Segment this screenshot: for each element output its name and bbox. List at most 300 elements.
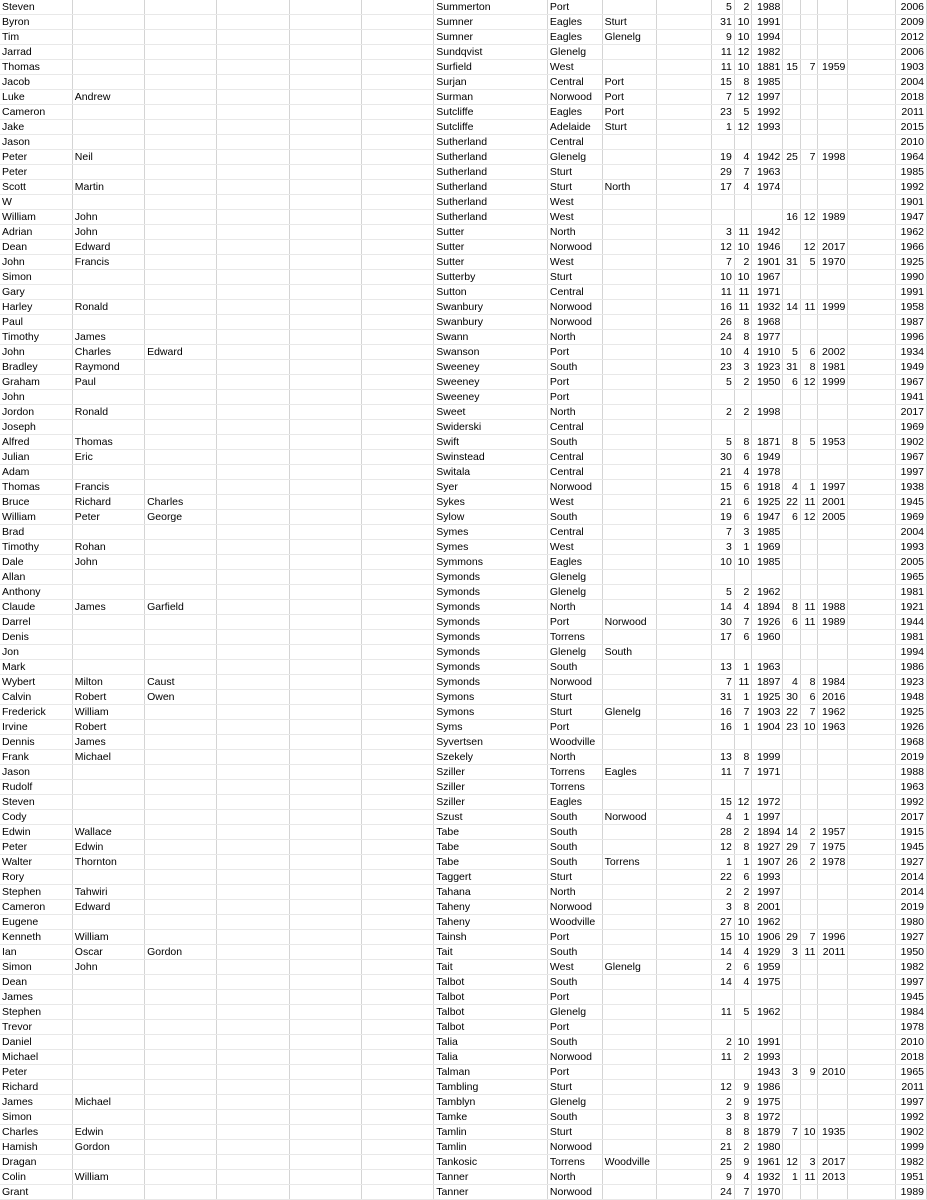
cell-birth-month[interactable] [734,645,752,660]
cell-birth-day[interactable] [712,210,735,225]
cell-birth-year[interactable]: 1907 [752,855,783,870]
cell-debut-year[interactable]: 1964 [895,150,926,165]
cell-club-1[interactable]: West [547,540,602,555]
cell-debut-year[interactable]: 1980 [895,915,926,930]
cell-club-3[interactable] [657,720,712,735]
cell-birth-month[interactable]: 7 [734,1185,752,1200]
cell-middle-name[interactable] [72,1110,144,1125]
cell-surname[interactable]: Sweeney [434,375,548,390]
cell-debut-year[interactable]: 1966 [895,240,926,255]
cell-surname[interactable]: Switala [434,465,548,480]
cell-death-month[interactable] [800,30,818,45]
cell-third-name[interactable] [145,555,217,570]
cell-death-year[interactable]: 1963 [818,720,848,735]
cell-club-3[interactable] [657,975,712,990]
cell-club-1[interactable]: Eagles [547,555,602,570]
cell-debut-year[interactable]: 1981 [895,630,926,645]
cell-death-month[interactable]: 8 [800,675,818,690]
cell-surname[interactable]: Swanbury [434,300,548,315]
cell-col-q[interactable] [848,1035,896,1050]
cell-birth-day[interactable] [712,135,735,150]
cell-debut-year[interactable]: 1901 [895,195,926,210]
cell-birth-year[interactable] [752,210,783,225]
cell-surname[interactable]: Symonds [434,675,548,690]
cell-death-day[interactable] [783,555,801,570]
cell-col-q[interactable] [848,960,896,975]
cell-birth-month[interactable]: 6 [734,450,752,465]
cell-club-3[interactable] [657,810,712,825]
cell-death-day[interactable] [783,90,801,105]
cell-col-q[interactable] [848,600,896,615]
cell-surname[interactable]: Sutherland [434,135,548,150]
cell-first-name[interactable]: Michael [0,1050,72,1065]
cell-col-e[interactable] [289,450,361,465]
cell-col-e[interactable] [289,705,361,720]
cell-death-day[interactable] [783,405,801,420]
cell-col-d[interactable] [217,705,289,720]
cell-death-year[interactable] [818,1080,848,1095]
cell-surname[interactable]: Sutter [434,240,548,255]
cell-club-2[interactable] [602,570,657,585]
cell-death-year[interactable] [818,885,848,900]
cell-col-q[interactable] [848,285,896,300]
cell-death-month[interactable] [800,225,818,240]
cell-col-f[interactable] [361,720,433,735]
cell-surname[interactable]: Szekely [434,750,548,765]
cell-birth-month[interactable]: 12 [734,45,752,60]
cell-club-2[interactable] [602,450,657,465]
cell-club-1[interactable]: Port [547,0,602,15]
cell-club-1[interactable]: Eagles [547,30,602,45]
cell-col-d[interactable] [217,600,289,615]
cell-debut-year[interactable]: 2019 [895,750,926,765]
cell-col-q[interactable] [848,1050,896,1065]
cell-death-year[interactable] [818,795,848,810]
cell-col-d[interactable] [217,1185,289,1200]
cell-club-1[interactable]: Port [547,720,602,735]
cell-debut-year[interactable]: 1982 [895,1155,926,1170]
cell-club-3[interactable] [657,45,712,60]
cell-col-d[interactable] [217,345,289,360]
cell-death-day[interactable] [783,975,801,990]
cell-birth-day[interactable]: 7 [712,255,735,270]
cell-death-month[interactable]: 12 [800,510,818,525]
cell-debut-year[interactable]: 1984 [895,1005,926,1020]
cell-death-day[interactable] [783,570,801,585]
cell-birth-month[interactable]: 5 [734,1005,752,1020]
cell-birth-year[interactable]: 1925 [752,495,783,510]
cell-birth-month[interactable]: 12 [734,120,752,135]
cell-col-e[interactable] [289,1185,361,1200]
cell-middle-name[interactable]: John [72,225,144,240]
cell-birth-day[interactable]: 11 [712,1050,735,1065]
cell-third-name[interactable] [145,375,217,390]
cell-third-name[interactable] [145,300,217,315]
cell-col-e[interactable] [289,675,361,690]
cell-birth-day[interactable] [712,1020,735,1035]
cell-death-year[interactable] [818,270,848,285]
cell-club-1[interactable]: West [547,495,602,510]
cell-first-name[interactable]: Allan [0,570,72,585]
cell-col-q[interactable] [848,720,896,735]
cell-debut-year[interactable]: 2011 [895,1080,926,1095]
cell-col-d[interactable] [217,480,289,495]
cell-club-2[interactable] [602,750,657,765]
cell-birth-year[interactable] [752,1020,783,1035]
cell-club-3[interactable] [657,1065,712,1080]
cell-col-q[interactable] [848,420,896,435]
cell-col-f[interactable] [361,1035,433,1050]
cell-col-f[interactable] [361,165,433,180]
cell-death-year[interactable] [818,555,848,570]
cell-col-d[interactable] [217,645,289,660]
cell-col-q[interactable] [848,390,896,405]
cell-surname[interactable]: Swift [434,435,548,450]
cell-death-year[interactable] [818,315,848,330]
cell-club-2[interactable] [602,1095,657,1110]
cell-birth-month[interactable]: 10 [734,15,752,30]
cell-surname[interactable]: Symes [434,540,548,555]
cell-club-1[interactable]: South [547,945,602,960]
cell-death-day[interactable] [783,1020,801,1035]
cell-first-name[interactable]: Simon [0,1110,72,1125]
cell-col-d[interactable] [217,1095,289,1110]
cell-birth-day[interactable]: 24 [712,330,735,345]
cell-death-month[interactable] [800,180,818,195]
cell-death-month[interactable] [800,450,818,465]
cell-middle-name[interactable] [72,45,144,60]
cell-club-3[interactable] [657,315,712,330]
cell-col-q[interactable] [848,615,896,630]
cell-third-name[interactable] [145,1095,217,1110]
cell-birth-month[interactable]: 8 [734,1110,752,1125]
cell-birth-month[interactable]: 11 [734,675,752,690]
cell-first-name[interactable]: Paul [0,315,72,330]
cell-col-f[interactable] [361,30,433,45]
cell-first-name[interactable]: Adrian [0,225,72,240]
cell-third-name[interactable] [145,975,217,990]
cell-middle-name[interactable]: Thomas [72,435,144,450]
cell-birth-day[interactable]: 2 [712,1035,735,1050]
cell-club-1[interactable]: South [547,1110,602,1125]
cell-death-year[interactable]: 1981 [818,360,848,375]
cell-col-f[interactable] [361,675,433,690]
cell-club-3[interactable] [657,135,712,150]
cell-col-e[interactable] [289,930,361,945]
cell-col-d[interactable] [217,150,289,165]
cell-col-f[interactable] [361,120,433,135]
cell-col-q[interactable] [848,885,896,900]
cell-first-name[interactable]: Richard [0,1080,72,1095]
cell-col-q[interactable] [848,360,896,375]
cell-middle-name[interactable] [72,60,144,75]
cell-col-d[interactable] [217,45,289,60]
cell-middle-name[interactable] [72,15,144,30]
cell-birth-day[interactable]: 23 [712,360,735,375]
cell-debut-year[interactable]: 1994 [895,645,926,660]
cell-birth-year[interactable]: 1992 [752,105,783,120]
cell-middle-name[interactable]: Edwin [72,1125,144,1140]
cell-third-name[interactable] [145,105,217,120]
cell-col-f[interactable] [361,255,433,270]
cell-death-year[interactable] [818,750,848,765]
cell-birth-day[interactable]: 15 [712,480,735,495]
cell-debut-year[interactable]: 2006 [895,0,926,15]
cell-club-1[interactable]: Glenelg [547,1005,602,1020]
cell-middle-name[interactable]: Wallace [72,825,144,840]
cell-birth-year[interactable]: 1932 [752,1170,783,1185]
cell-debut-year[interactable]: 1938 [895,480,926,495]
cell-third-name[interactable] [145,540,217,555]
cell-col-f[interactable] [361,135,433,150]
cell-col-e[interactable] [289,1170,361,1185]
cell-surname[interactable]: Szust [434,810,548,825]
cell-surname[interactable]: Tabe [434,840,548,855]
cell-birth-day[interactable]: 5 [712,585,735,600]
cell-first-name[interactable]: Cody [0,810,72,825]
cell-club-2[interactable] [602,1125,657,1140]
cell-middle-name[interactable] [72,120,144,135]
cell-birth-year[interactable]: 1942 [752,150,783,165]
cell-club-2[interactable] [602,1005,657,1020]
cell-third-name[interactable] [145,795,217,810]
cell-club-3[interactable] [657,330,712,345]
cell-birth-month[interactable] [734,735,752,750]
cell-col-e[interactable] [289,825,361,840]
cell-first-name[interactable]: Harley [0,300,72,315]
cell-club-2[interactable] [602,195,657,210]
cell-club-3[interactable] [657,990,712,1005]
cell-debut-year[interactable]: 1926 [895,720,926,735]
cell-col-d[interactable] [217,75,289,90]
cell-club-1[interactable]: Norwood [547,1185,602,1200]
cell-first-name[interactable]: Alfred [0,435,72,450]
cell-death-month[interactable] [800,645,818,660]
cell-club-2[interactable] [602,825,657,840]
cell-death-year[interactable] [818,525,848,540]
cell-death-year[interactable] [818,765,848,780]
cell-col-q[interactable] [848,645,896,660]
cell-death-month[interactable] [800,540,818,555]
cell-col-e[interactable] [289,45,361,60]
cell-club-1[interactable]: Glenelg [547,1095,602,1110]
cell-club-2[interactable] [602,330,657,345]
cell-birth-year[interactable]: 1975 [752,1095,783,1110]
cell-col-q[interactable] [848,810,896,825]
cell-club-2[interactable] [602,435,657,450]
cell-death-year[interactable] [818,630,848,645]
cell-death-year[interactable] [818,570,848,585]
cell-birth-day[interactable]: 29 [712,165,735,180]
cell-club-3[interactable] [657,1020,712,1035]
cell-death-month[interactable]: 7 [800,840,818,855]
cell-club-2[interactable] [602,1035,657,1050]
cell-birth-month[interactable]: 8 [734,435,752,450]
cell-club-2[interactable] [602,315,657,330]
cell-death-month[interactable]: 11 [800,1170,818,1185]
cell-first-name[interactable]: Jacob [0,75,72,90]
cell-first-name[interactable]: Jason [0,765,72,780]
cell-debut-year[interactable]: 2010 [895,135,926,150]
cell-col-d[interactable] [217,240,289,255]
cell-birth-month[interactable] [734,780,752,795]
cell-debut-year[interactable]: 1993 [895,540,926,555]
cell-middle-name[interactable] [72,645,144,660]
cell-surname[interactable]: Sutherland [434,195,548,210]
cell-birth-day[interactable]: 9 [712,1170,735,1185]
cell-col-d[interactable] [217,810,289,825]
cell-death-day[interactable]: 4 [783,675,801,690]
cell-third-name[interactable] [145,585,217,600]
cell-col-q[interactable] [848,1125,896,1140]
cell-birth-day[interactable]: 19 [712,150,735,165]
cell-birth-day[interactable]: 1 [712,855,735,870]
cell-death-day[interactable] [783,285,801,300]
cell-birth-month[interactable]: 1 [734,720,752,735]
cell-death-year[interactable]: 1935 [818,1125,848,1140]
cell-first-name[interactable]: Byron [0,15,72,30]
cell-col-q[interactable] [848,345,896,360]
cell-death-day[interactable] [783,810,801,825]
cell-birth-day[interactable]: 2 [712,885,735,900]
cell-club-2[interactable] [602,0,657,15]
cell-club-2[interactable] [602,375,657,390]
cell-col-f[interactable] [361,600,433,615]
cell-birth-day[interactable]: 30 [712,450,735,465]
cell-club-3[interactable] [657,765,712,780]
cell-birth-year[interactable]: 1943 [752,1065,783,1080]
cell-middle-name[interactable]: Michael [72,1095,144,1110]
cell-debut-year[interactable]: 1925 [895,255,926,270]
cell-debut-year[interactable]: 1982 [895,960,926,975]
cell-col-e[interactable] [289,540,361,555]
cell-club-1[interactable]: Sturt [547,270,602,285]
cell-col-q[interactable] [848,585,896,600]
cell-club-1[interactable]: South [547,810,602,825]
cell-first-name[interactable]: James [0,1095,72,1110]
cell-debut-year[interactable]: 1947 [895,210,926,225]
cell-col-f[interactable] [361,615,433,630]
cell-death-year[interactable] [818,90,848,105]
cell-middle-name[interactable] [72,660,144,675]
cell-birth-month[interactable]: 1 [734,540,752,555]
cell-birth-day[interactable]: 15 [712,75,735,90]
cell-third-name[interactable] [145,75,217,90]
cell-club-3[interactable] [657,945,712,960]
cell-third-name[interactable] [145,450,217,465]
cell-third-name[interactable] [145,360,217,375]
cell-death-day[interactable]: 8 [783,600,801,615]
cell-birth-day[interactable] [712,645,735,660]
cell-birth-month[interactable]: 10 [734,30,752,45]
cell-death-day[interactable]: 1 [783,1170,801,1185]
cell-third-name[interactable] [145,1170,217,1185]
cell-club-1[interactable]: Central [547,285,602,300]
cell-club-2[interactable] [602,585,657,600]
cell-club-3[interactable] [657,525,712,540]
cell-death-month[interactable]: 11 [800,300,818,315]
cell-col-f[interactable] [361,1020,433,1035]
cell-col-e[interactable] [289,420,361,435]
cell-birth-month[interactable]: 7 [734,615,752,630]
cell-death-year[interactable]: 1998 [818,150,848,165]
cell-col-e[interactable] [289,525,361,540]
cell-col-f[interactable] [361,405,433,420]
cell-club-1[interactable]: Sturt [547,165,602,180]
cell-col-f[interactable] [361,300,433,315]
cell-first-name[interactable]: Mark [0,660,72,675]
cell-death-day[interactable] [783,765,801,780]
cell-col-q[interactable] [848,735,896,750]
cell-col-q[interactable] [848,450,896,465]
cell-club-1[interactable]: Port [547,345,602,360]
cell-surname[interactable]: Sziller [434,765,548,780]
cell-club-3[interactable] [657,195,712,210]
cell-col-e[interactable] [289,585,361,600]
cell-birth-month[interactable]: 10 [734,555,752,570]
cell-col-e[interactable] [289,330,361,345]
cell-col-q[interactable] [848,75,896,90]
cell-death-day[interactable]: 3 [783,1065,801,1080]
cell-death-day[interactable] [783,780,801,795]
cell-third-name[interactable] [145,765,217,780]
cell-first-name[interactable]: Graham [0,375,72,390]
cell-middle-name[interactable] [72,135,144,150]
cell-death-year[interactable] [818,540,848,555]
cell-birth-month[interactable]: 6 [734,480,752,495]
cell-death-day[interactable] [783,105,801,120]
cell-death-month[interactable] [800,735,818,750]
cell-death-day[interactable] [783,990,801,1005]
cell-birth-year[interactable]: 1960 [752,630,783,645]
cell-club-2[interactable] [602,225,657,240]
cell-death-day[interactable] [783,0,801,15]
cell-death-year[interactable]: 2017 [818,1155,848,1170]
cell-third-name[interactable]: Charles [145,495,217,510]
cell-death-day[interactable] [783,450,801,465]
cell-col-f[interactable] [361,885,433,900]
cell-col-q[interactable] [848,1155,896,1170]
cell-death-day[interactable] [783,795,801,810]
cell-col-f[interactable] [361,705,433,720]
cell-club-2[interactable] [602,720,657,735]
cell-col-q[interactable] [848,930,896,945]
cell-third-name[interactable] [145,915,217,930]
cell-first-name[interactable]: Simon [0,960,72,975]
cell-birth-day[interactable]: 2 [712,1095,735,1110]
cell-death-year[interactable] [818,165,848,180]
cell-middle-name[interactable]: Rohan [72,540,144,555]
cell-death-day[interactable] [783,915,801,930]
cell-debut-year[interactable]: 1965 [895,570,926,585]
cell-club-1[interactable]: Glenelg [547,150,602,165]
cell-club-2[interactable] [602,600,657,615]
cell-col-f[interactable] [361,1170,433,1185]
cell-col-e[interactable] [289,1065,361,1080]
cell-col-q[interactable] [848,660,896,675]
cell-middle-name[interactable]: John [72,555,144,570]
cell-death-year[interactable] [818,780,848,795]
cell-col-d[interactable] [217,555,289,570]
cell-middle-name[interactable] [72,780,144,795]
cell-birth-month[interactable] [734,1020,752,1035]
cell-birth-year[interactable]: 1967 [752,270,783,285]
cell-surname[interactable]: Talia [434,1035,548,1050]
cell-surname[interactable]: Symons [434,690,548,705]
cell-debut-year[interactable]: 1941 [895,390,926,405]
cell-club-2[interactable] [602,555,657,570]
cell-middle-name[interactable] [72,0,144,15]
